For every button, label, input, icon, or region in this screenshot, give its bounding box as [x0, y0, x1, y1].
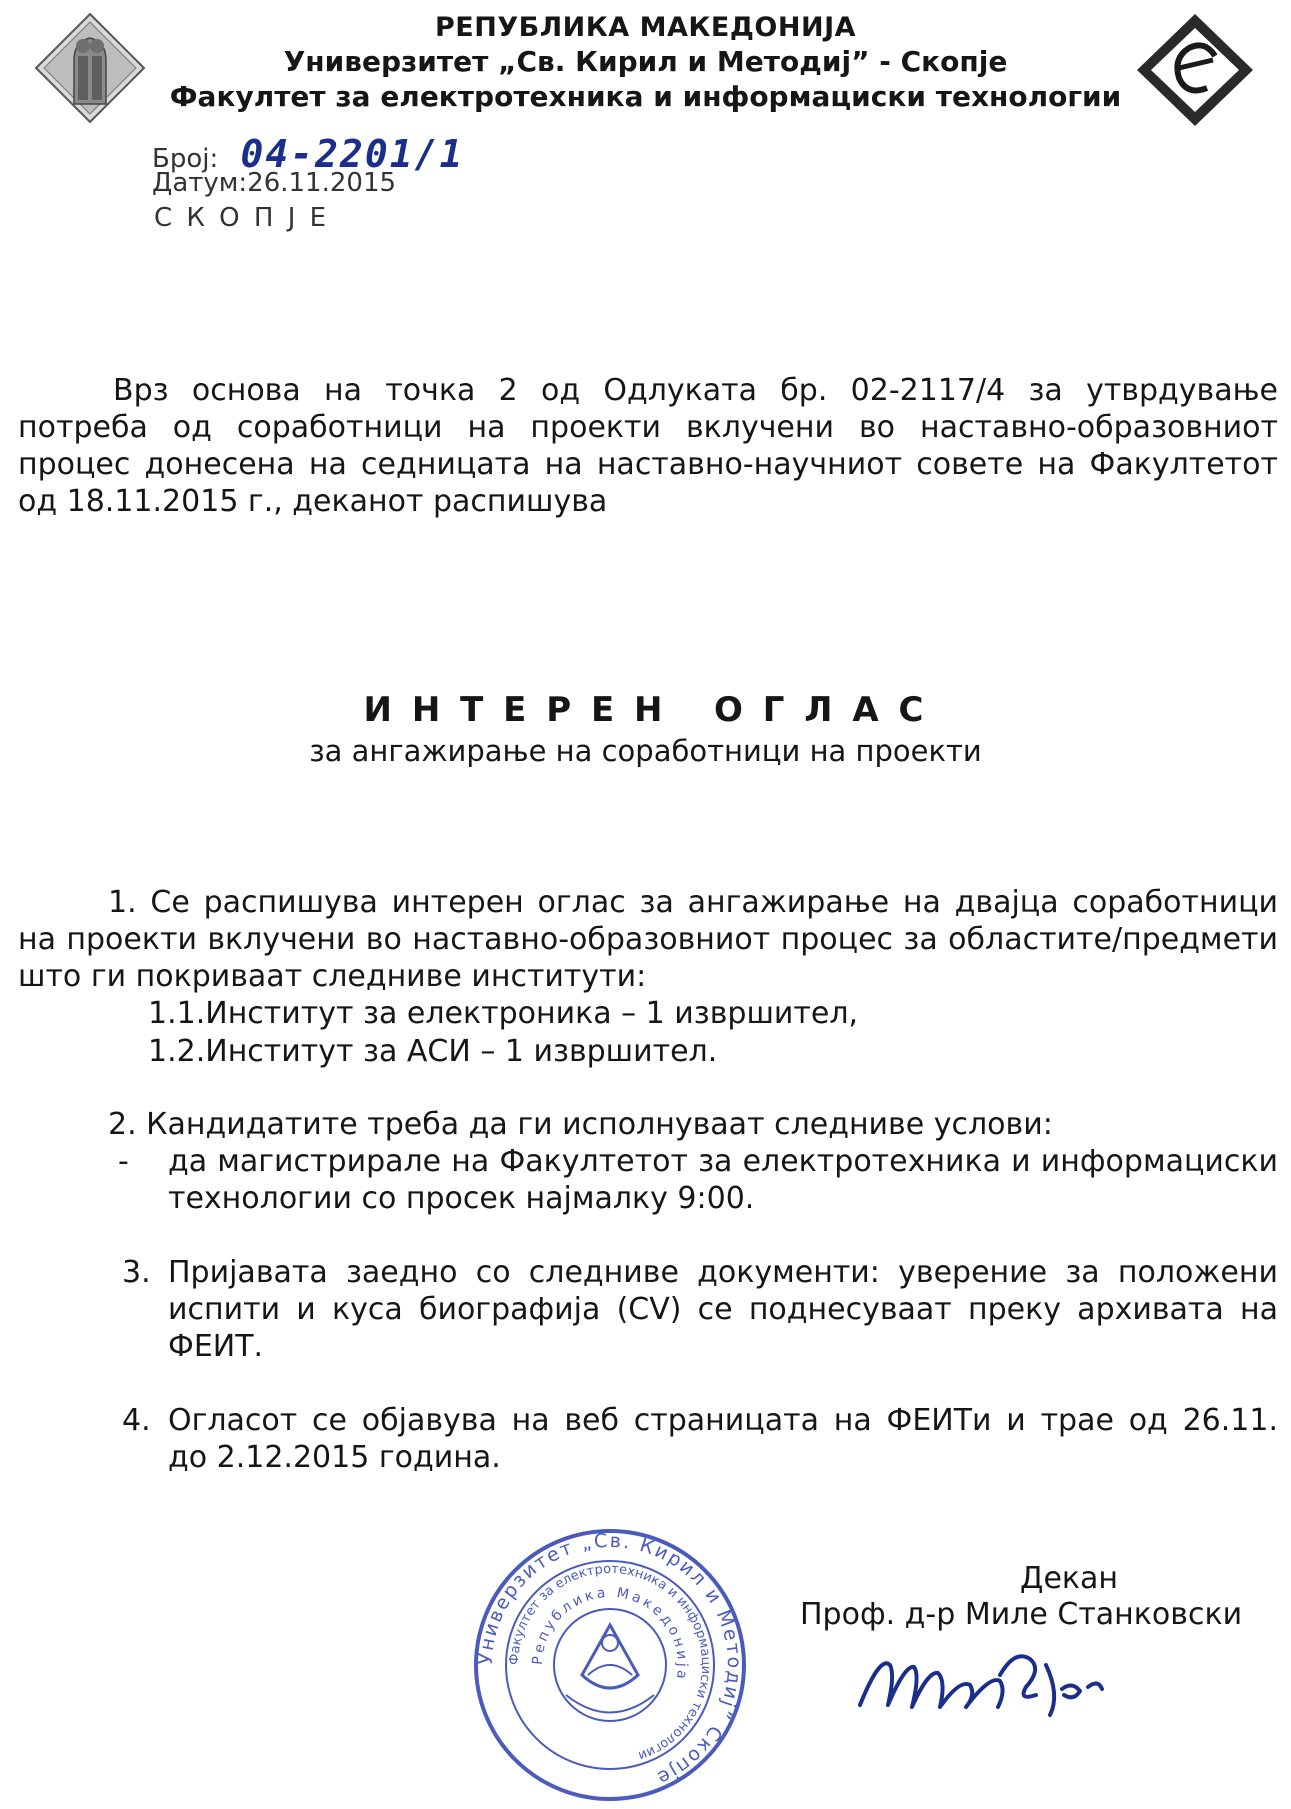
header-university: Универзитет „Св. Кирил и Методиј” - Скопје [283, 45, 1008, 78]
item4-line-2: до 2.12.2015 година. [168, 1440, 501, 1475]
signature-name: Проф. д-р Миле Станковски [800, 1597, 1243, 1632]
item4-number: 4. [122, 1403, 151, 1438]
handwritten-signature [850, 1635, 1130, 1735]
notice-title: И Н Т Е Р Е Н О Г Л А С [363, 690, 928, 730]
header-faculty: Факултет за електротехника и информациски технологии [169, 80, 1122, 113]
svg-text:Република Македонија: Република Македонија [529, 1584, 691, 1683]
item3-number: 3. [122, 1255, 151, 1290]
item1-line-3: што ги покриваат следниве институти: [18, 959, 647, 994]
item2-line-2: технологии со просек најмалку 9:00. [168, 1181, 755, 1216]
item2-line-1: да магистрирале на Факултетот за електротехника и информациски [168, 1144, 1278, 1179]
svg-text:Универзитет „Св. Кирил и Метод: Универзитет „Св. Кирил и Методиј” Скопје [474, 1529, 746, 1790]
item3-line-2: испити и куса биографија (CV) се поднесуваат преку архивата на [168, 1292, 1278, 1327]
header-republic: РЕПУБЛИКА МАКЕДОНИЈА [434, 12, 857, 43]
item1-sub-1: 1.1.Институт за електроника – 1 извршител, [148, 996, 859, 1031]
doc-city: С К О П Ј Е [154, 203, 330, 233]
notice-subtitle: за ангажирање на соработници на проекти [309, 734, 982, 768]
intro-line-3: процес донесена на седницата на наставно-научниот совете на Факултетот [18, 447, 1278, 482]
intro-line-4: од 18.11.2015 г., деканот распишува [18, 484, 608, 519]
intro-line-1: Врз основа на точка 2 од Одлуката бр. 02-2117/4 за утврдување [113, 373, 1278, 408]
official-stamp [470, 1525, 750, 1805]
doc-date-label: Датум: [152, 168, 248, 198]
doc-date [152, 168, 396, 198]
item2-bullet: - [118, 1144, 129, 1179]
item1-sub-2: 1.2.Институт за АСИ – 1 извршител. [148, 1034, 718, 1069]
signature-role: Декан [1020, 1561, 1119, 1596]
svg-text:Факултет за електротехника и и: Факултет за електротехника и информациски технологии [506, 1561, 714, 1764]
doc-number-value: 04-2201/1 [240, 132, 465, 176]
item2-heading: 2. Кандидатите треба да ги исполнуваат следниве услови: [108, 1107, 1053, 1142]
item3-line-3: ФЕИТ. [168, 1329, 264, 1364]
intro-line-2: потреба од соработници на проекти вклучени во наставно-образовниот [18, 410, 1278, 445]
item3-line-1: Пријавата заедно со следниве документи: уверение за положени [168, 1255, 1278, 1290]
item1-line-1: 1. Се распишува интерен оглас за ангажирање на двајца соработници [108, 885, 1278, 920]
doc-number-label: Број: [152, 144, 219, 174]
doc-date-value: 26.11.2015 [247, 168, 397, 198]
item4-line-1: Огласот се објавува на веб страницата на ФЕИТи и трае од 26.11. [168, 1403, 1278, 1438]
item1-line-2: на проекти вклучени во наставно-образовниот процес за областите/предмети [18, 922, 1278, 957]
